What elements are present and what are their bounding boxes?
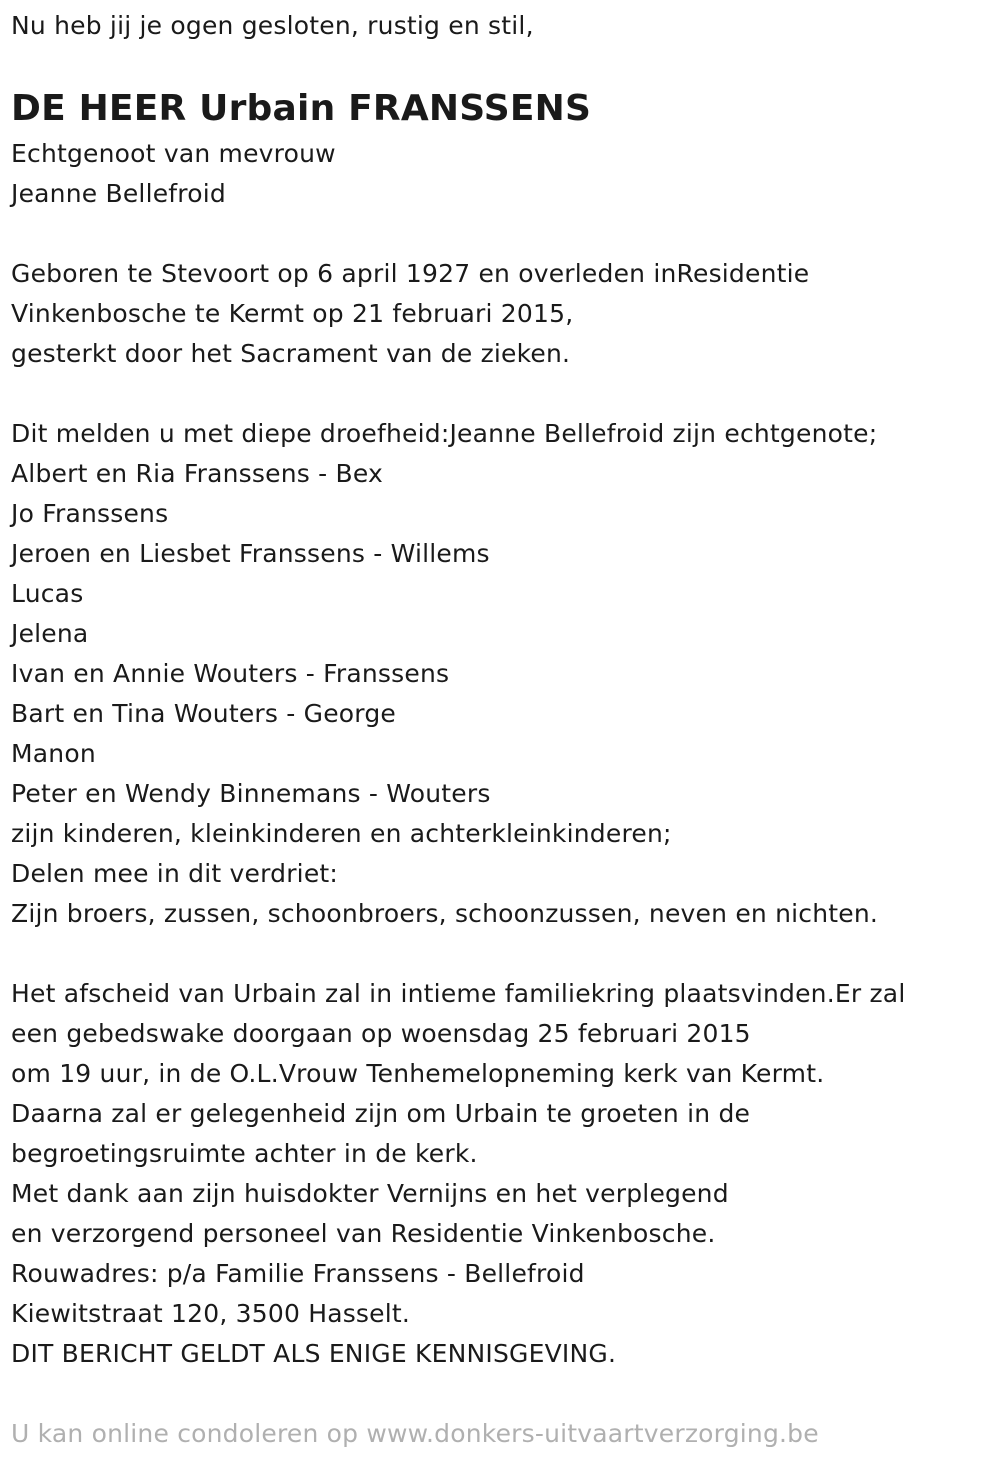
birth-death-line: gesterkt door het Sacrament van de zieken. — [11, 339, 571, 368]
opening-line: Nu heb jij je ogen gesloten, rustig en stil, — [11, 11, 534, 40]
deceased-name-heading: DE HEER Urbain FRANSSENS — [11, 88, 592, 129]
family-line: Bart en Tina Wouters - George — [11, 699, 396, 728]
family-line: Lucas — [11, 579, 84, 608]
birth-death-section — [11, 254, 991, 374]
ceremony-line: Met dank aan zijn huisdokter Vernijns en het verplegend — [11, 1179, 729, 1208]
paragraph-spacer — [11, 934, 991, 974]
ceremony-line: begroetingsruimte achter in de kerk. — [11, 1139, 478, 1168]
ceremony-line: DIT BERICHT GELDT ALS ENIGE KENNISGEVING. — [11, 1339, 617, 1368]
family-line: Jelena — [11, 619, 89, 648]
family-line: Ivan en Annie Wouters - Franssens — [11, 659, 450, 688]
family-line: Jeroen en Liesbet Franssens - Willems — [11, 539, 490, 568]
ceremony-section — [11, 974, 991, 1374]
paragraph-spacer — [11, 214, 991, 254]
ceremony-line: Rouwadres: p/a Familie Franssens - Bellefroid — [11, 1259, 585, 1288]
family-line: Zijn broers, zussen, schoonbroers, schoonzussen, neven en nichten. — [11, 899, 879, 928]
online-condolence-note: U kan online condoleren op www.donkers-uitvaartverzorging.be — [11, 1419, 819, 1448]
birth-death-line: Geboren te Stevoort op 6 april 1927 en overleden inResidentie — [11, 259, 810, 288]
ceremony-line: Daarna zal er gelegenheid zijn om Urbain te groeten in de — [11, 1099, 751, 1128]
ceremony-line: om 19 uur, in de O.L.Vrouw Tenhemelopneming kerk van Kermt. — [11, 1059, 825, 1088]
obituary-notice — [11, 0, 991, 1374]
family-line: Manon — [11, 739, 96, 768]
family-line: Delen mee in dit verdriet: — [11, 859, 339, 888]
family-line: Dit melden u met diepe droefheid:Jeanne Bellefroid zijn echtgenote; — [11, 419, 878, 448]
family-line: Albert en Ria Franssens - Bex — [11, 459, 383, 488]
family-line: Peter en Wendy Binnemans - Wouters — [11, 779, 491, 808]
paragraph-spacer — [11, 374, 991, 414]
family-line: zijn kinderen, kleinkinderen en achterkleinkinderen; — [11, 819, 672, 848]
spouse-section — [11, 134, 991, 214]
family-section — [11, 414, 991, 934]
family-line: Jo Franssens — [11, 499, 169, 528]
birth-death-line: Vinkenbosche te Kermt op 21 februari 2015, — [11, 299, 574, 328]
ceremony-line: Kiewitstraat 120, 3500 Hasselt. — [11, 1299, 411, 1328]
ceremony-line: Het afscheid van Urbain zal in intieme familiekring plaatsvinden.Er zal — [11, 979, 906, 1008]
spouse-line: Echtgenoot van mevrouw — [11, 139, 336, 168]
spouse-line: Jeanne Bellefroid — [11, 179, 226, 208]
ceremony-line: een gebedswake doorgaan op woensdag 25 februari 2015 — [11, 1019, 751, 1048]
ceremony-line: en verzorgend personeel van Residentie Vinkenbosche. — [11, 1219, 716, 1248]
